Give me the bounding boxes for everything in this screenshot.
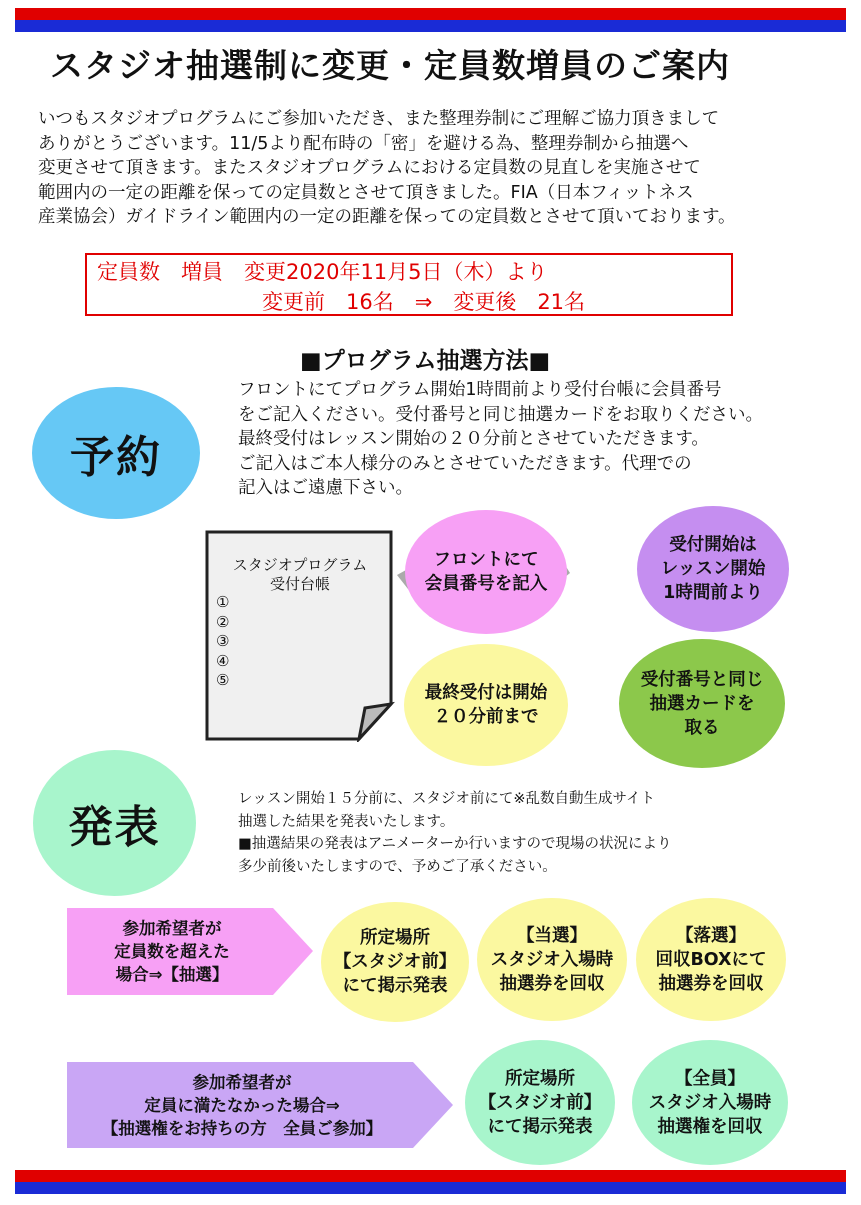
announcement-line: ■抽選結果の発表はアニメーターか行いますので現場の状況により: [238, 836, 672, 852]
intro-line: ありがとうございます。11/5より配布時の「密」を避ける為、整理券制から抽選へ: [38, 133, 689, 154]
ledger-item: ⑤: [216, 671, 230, 689]
case-over-line: 参加希望者が: [122, 919, 222, 938]
over-circle-win: [477, 898, 627, 1021]
step-line: レッスン開始: [660, 559, 766, 579]
circle-line: スタジオ入場時: [490, 949, 614, 970]
ledger-item: ③: [216, 632, 230, 650]
case-under-line: 【抽選権をお持ちの方 全員ご参加】: [101, 1118, 383, 1138]
step-line: 1時間前より: [663, 583, 763, 603]
under-circle-all: [632, 1040, 788, 1165]
circle-line: 回収BOXにて: [655, 949, 767, 970]
case-under-label: [67, 1062, 417, 1148]
announcement-label: 発表: [68, 802, 161, 853]
step-line: 会員番号を記入: [424, 574, 548, 594]
circle-line: 抽選権を回収: [657, 1116, 763, 1137]
under-circle-post: [465, 1040, 615, 1165]
circle-line: 抽選券を回収: [499, 973, 605, 994]
ledger-item: ①: [216, 593, 230, 611]
intro-line: 範囲内の一定の距離を保っての定員数とさせて頂きました。FIA（日本フィットネス: [38, 182, 694, 203]
ledger-item: ②: [216, 612, 230, 631]
step-circle-start: [637, 506, 789, 632]
case-under-line: 定員に満たなかった場合⇒: [144, 1095, 340, 1115]
step-line: ２０分前まで: [433, 707, 539, 727]
announcement-line: レッスン開始１５分前に、スタジオ前にて※乱数自動生成サイト: [238, 791, 655, 807]
step-line: 受付番号と同じ: [640, 669, 764, 690]
reservation-label: 予約: [70, 432, 162, 483]
ledger-card: [205, 530, 395, 742]
announcement-text: [238, 788, 671, 878]
announcement-line: 多少前後いたしますので、予めご了承ください。: [238, 858, 557, 875]
section-title: ■プログラム抽選方法■: [300, 348, 551, 374]
ledger-title: [205, 556, 395, 594]
change-notice-box: [85, 253, 733, 316]
capacity-change-line: 変更前 16名 ⇒ 変更後 21名: [262, 290, 586, 314]
reservation-line: 記入はご遠慮下さい。: [238, 478, 413, 498]
ledger-item: ④: [216, 651, 230, 670]
step-line: 抽選カードを: [649, 693, 755, 714]
page-title: スタジオ抽選制に変更・定員数増員のご案内: [50, 46, 730, 85]
case-over-line: 場合⇒【抽選】: [115, 965, 229, 984]
top-blue-stripe: [15, 20, 846, 32]
circle-line: 【当選】: [517, 925, 587, 946]
circle-line: 所定場所: [505, 1068, 575, 1089]
reservation-line: をご記入ください。受付番号と同じ抽選カードをお取りください。: [238, 404, 763, 425]
circle-line: 【スタジオ前】: [478, 1092, 602, 1113]
reservation-line: フロントにてプログラム開始1時間前より受付台帳に会員番号: [238, 380, 722, 400]
step-circle-front: [405, 510, 567, 634]
step-circle-deadline: [404, 644, 568, 766]
step-line: 受付開始は: [669, 535, 757, 555]
reservation-badge: [32, 387, 200, 519]
step-line: 取る: [684, 717, 720, 738]
circle-line: にて掲示発表: [342, 976, 448, 996]
circle-line: 【落選】: [676, 925, 746, 946]
reservation-line: ご記入はご本人様分のみとさせていただきます。代理での: [238, 453, 692, 474]
ledger-title-line: スタジオプログラム: [232, 556, 368, 574]
intro-line: 変更させて頂きます。またスタジオプログラムにおける定員数の見直しを実施させて: [38, 158, 701, 178]
step-line: フロントにて: [433, 550, 539, 570]
circle-line: にて掲示発表: [487, 1116, 593, 1137]
circle-line: 抽選券を回収: [658, 973, 764, 994]
over-circle-lose: [636, 898, 786, 1021]
reservation-text: [238, 378, 763, 501]
bottom-blue-stripe: [15, 1182, 846, 1194]
ledger-title-line: 受付台帳: [269, 575, 330, 593]
bottom-red-stripe: [15, 1170, 846, 1182]
announcement-badge: [33, 750, 196, 896]
top-red-stripe: [15, 8, 846, 20]
intro-line: 産業協会）ガイドライン範囲内の一定の距離を保っての定員数とさせて頂いております。: [38, 207, 736, 227]
reservation-line: 最終受付はレッスン開始の２０分前とさせていただきます。: [238, 429, 709, 449]
ledger-list: [216, 593, 229, 691]
over-circle-post: [321, 902, 469, 1022]
case-over-label: [67, 908, 277, 995]
step-circle-card: [619, 639, 785, 768]
intro-paragraph: [38, 107, 828, 230]
case-under-line: 参加希望者が: [192, 1072, 292, 1092]
circle-line: 【全員】: [675, 1068, 745, 1089]
circle-line: 【スタジオ前】: [333, 952, 457, 972]
circle-line: スタジオ入場時: [648, 1092, 772, 1113]
case-over-line: 定員数を超えた: [114, 942, 230, 961]
change-date-line: 定員数 増員 変更2020年11月5日（木）より: [97, 260, 548, 284]
announcement-line: 抽選した結果を発表いたします。: [238, 813, 455, 830]
intro-line: いつもスタジオプログラムにご参加いただき、また整理券制にご理解ご協力頂きまして: [38, 109, 720, 129]
step-line: 最終受付は開始: [424, 683, 548, 703]
circle-line: 所定場所: [360, 928, 430, 948]
